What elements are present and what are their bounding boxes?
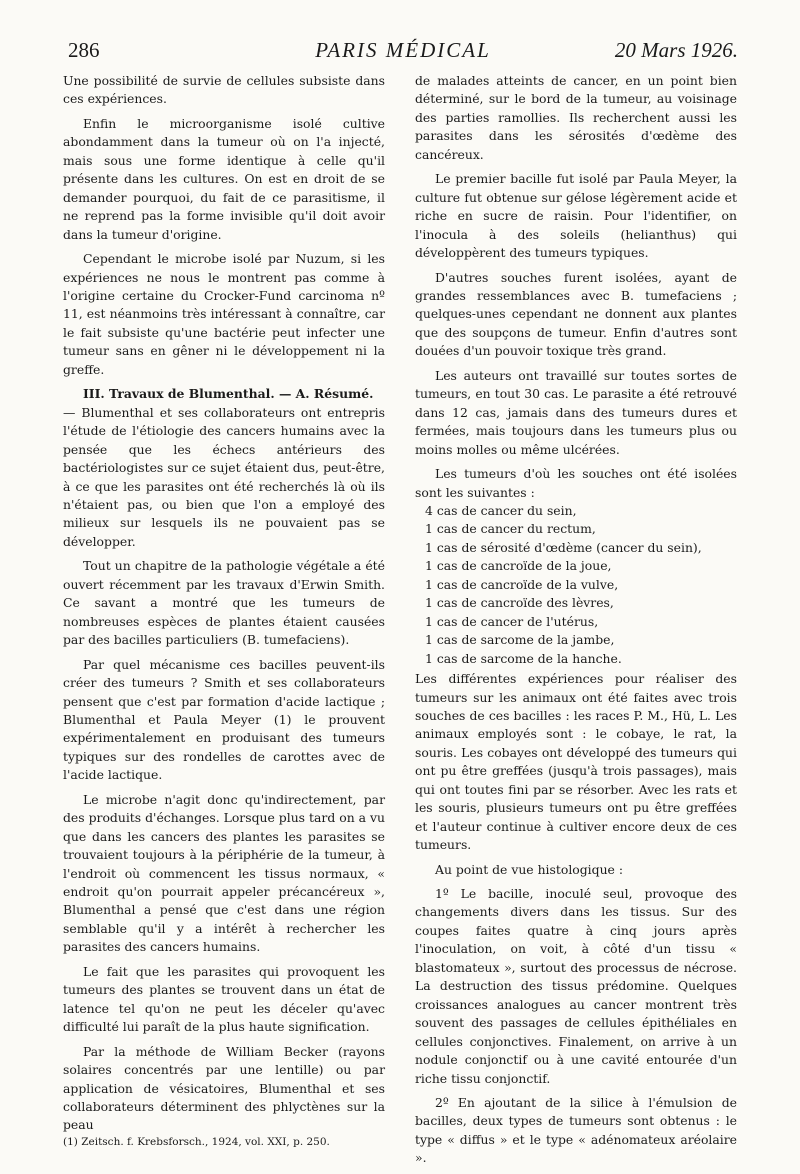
left-column bbox=[63, 72, 385, 1155]
section-heading: III. Travaux de Blumenthal. — A. Résumé. bbox=[83, 386, 374, 402]
list-item: 1 cas de sérosité d'œdème (cancer du sein), bbox=[425, 539, 702, 555]
page-number: 286 bbox=[68, 38, 100, 62]
list-item: 1 cas de cancer de l'utérus, bbox=[425, 613, 599, 629]
footnote: (1) Zeitsch. f. Krebsforsch., 1924, vol. XXI, p. 250. bbox=[63, 1135, 330, 1148]
paragraph: Le premier bacille fut isolé par Paula Meyer, la culture fut obtenue sur gélose légèrement acide et riche en sucre de raisin. Pour l'identifier, on l'inocula à des soleils (helianthus) qui développèrent des tumeurs typiques. bbox=[415, 171, 737, 261]
running-header bbox=[68, 38, 738, 68]
issue-date: 20 Mars 1926. bbox=[614, 38, 738, 62]
paragraph: Le microbe n'agit donc qu'indirectement, par des produits d'échanges. Lorsque plus tard on a vu que dans les cancers des plantes les parasites se trouvaient toujours à la périphérie de la tumeur, à l'endroit où commencent les tissus normaux, « endroit qu'on pourrait appeler précancéreux », Blumenthal a pensé que c'est dans une région semblable qu'il y a intérêt à rechercher les parasites des cancers humains. bbox=[63, 791, 385, 955]
paragraph: 1º Le bacille, inoculé seul, provoque des changements divers dans les tissus. Sur des coupes faites quatre à cinq jours après l'inoculation, on voit, à côté d'un tissu « blastomateux », surtout des processus de nécrose. La destruction des tissus prédomine. Quelques croissances analogues au cancer montrent très souvent des passages de cellules épithéliales en cellules conjonctives. Finalement, on arrive à un nodule conjonctif ou à une cavité entourée d'un riche tissu conjonctif. bbox=[415, 886, 737, 1086]
paragraph: Enfin le microorganisme isolé cultive abondamment dans la tumeur où on l'a injecté, mais sous une forme identique à celle qu'il présente dans les cultures. On est en droit de se demander pourquoi, du fait de ce parasitisme, il ne reprend pas la forme invisible qu'il doit avoir dans la tumeur d'origine. bbox=[63, 115, 385, 242]
paragraph: Par la méthode de William Becker (rayons solaires concentrés par une lentille) ou par application de vésicatoires, Blumenthal et ses collaborateurs déterminent des phlyctènes sur la peau bbox=[63, 1043, 385, 1133]
case-list bbox=[415, 502, 737, 668]
list-item: 1 cas de cancer du rectum, bbox=[425, 521, 596, 537]
paragraph: de malades atteints de cancer, en un point bien déterminé, sur le bord de la tumeur, au voisinage des parties ramollies. Ils recherchent aussi les parasites dans les sérosités d'œdème des cancéreux. bbox=[415, 73, 737, 162]
list-item: 4 cas de cancer du sein, bbox=[425, 502, 577, 518]
journal-title: PARIS MÉDICAL bbox=[315, 38, 491, 62]
paragraph: Les tumeurs d'où les souches ont été isolées sont les suivantes : bbox=[415, 466, 737, 500]
list-item: 1 cas de sarcome de la hanche. bbox=[425, 650, 622, 666]
paragraph: Le fait que les parasites qui provoquent les tumeurs des plantes se trouvent dans un état de latence tel qu'on ne peut les déceler qu'avec difficulté lui paraît de la plus haute signification. bbox=[63, 963, 385, 1035]
paragraph: Par quel mécanisme ces bacilles peuvent-ils créer des tumeurs ? Smith et ses collaborateurs pensent que c'est par formation d'acide lactique ; Blumenthal et Paula Meyer (1) le prouvent expérimentalement en produisant des tumeurs typiques sur des rondelles de carottes avec de l'acide lactique. bbox=[63, 656, 385, 783]
paragraph: 2º En ajoutant de la silice à l'émulsion de bacilles, deux types de tumeurs sont obtenus : le type « diffus » et le type « adénomateux aréolaire ». bbox=[415, 1095, 737, 1166]
paragraph: Cependant le microbe isolé par Nuzum, si les expériences ne nous le montrent pas comme à l'origine certaine du Crocker-Fund carcinoma nº 11, est néanmoins très intéressant à connaître, car le fait subsiste qu'une bactérie peut infecter une tumeur sans en gêner ni le développement ni la greffe. bbox=[63, 251, 385, 377]
paragraph: — Blumenthal et ses collaborateurs ont entrepris l'étude de l'étiologie des cancers humains avec la pensée que les échecs antérieurs des bactériologistes sur ce sujet étaient dus, peut-être, à ce que les parasites ont été recherchés là où ils n'étaient pas, ou bien que l'on a employé des milieux sur lesquels ils ne pouvaient pas se développer. bbox=[63, 404, 385, 549]
list-item: 1 cas de cancroïde de la joue, bbox=[425, 558, 612, 574]
list-item: 1 cas de cancroïde de la vulve, bbox=[425, 576, 619, 592]
paragraph: Les auteurs ont travaillé sur toutes sortes de tumeurs, en tout 30 cas. Le parasite a été retrouvé dans 12 cas, jamais dans des tumeurs dures et fermées, mais toujours dans les tumeurs plus ou moins molles ou même ulcérées. bbox=[415, 367, 737, 457]
right-column bbox=[415, 72, 737, 1174]
paragraph: D'autres souches furent isolées, ayant de grandes ressemblances avec B. tumefaciens ; quelques-unes cependant ne donnent aux plantes que des soupçons de tumeur. Enfin d'autres sont douées d'un pouvoir toxique très grand. bbox=[415, 269, 737, 359]
paragraph: Les différentes expériences pour réaliser des tumeurs sur les animaux ont été faites avec trois souches de ces bacilles : les races P. M., Hü, L. Les animaux employés sont : le cobaye, le rat, la souris. Les cobayes ont développé des tumeurs qui ont pu être greffées (jusqu'à trois passages), mais qui ont toutes fini par se résorber. Avec les rats et les souris, plusieurs tumeurs ont pu être greffées et l'auteur continue à cultiver encore deux de ces tumeurs. bbox=[415, 671, 737, 853]
paragraph: Au point de vue histologique : bbox=[435, 861, 623, 877]
paragraph: Une possibilité de survie de cellules subsiste dans ces expériences. bbox=[63, 73, 385, 107]
list-item: 1 cas de sarcome de la jambe, bbox=[425, 632, 615, 648]
paragraph: Tout un chapitre de la pathologie végétale a été ouvert récemment par les travaux d'Erwin Smith. Ce savant a montré que les tumeurs de nombreuses espèces de plantes étaient causées par des bacilles particuliers (B. tumefaciens). bbox=[63, 558, 385, 648]
list-item: 1 cas de cancroïde des lèvres, bbox=[425, 595, 614, 611]
